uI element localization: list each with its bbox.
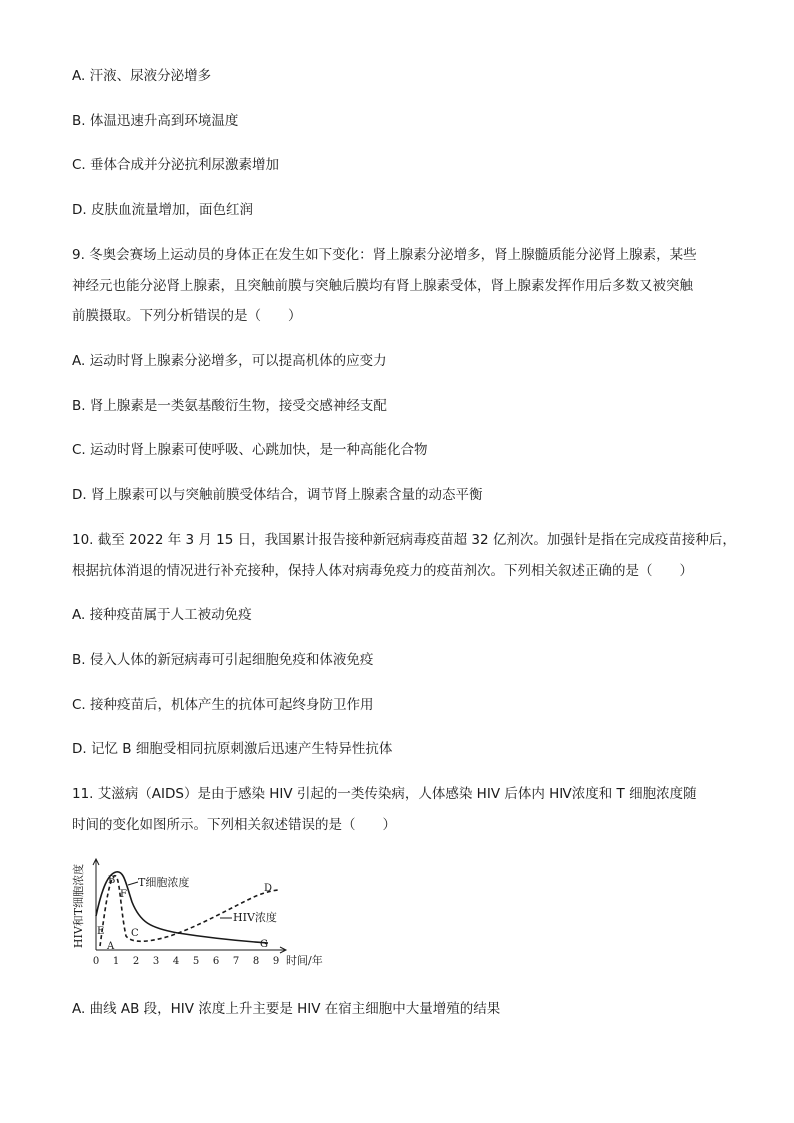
question-9-line-2: 神经元也能分泌肾上腺素，且突触前膜与突触后膜均有肾上腺素受体，肾上腺素发挥作用后多数又被突触 <box>72 278 693 294</box>
figure-ylabel: HIV和T细胞浓度 <box>72 863 85 949</box>
option-8a: A. 汗液、尿液分泌增多 <box>72 68 212 84</box>
option-9b: B. 肾上腺素是一类氨基酸衍生物，接受交感神经支配 <box>72 398 387 414</box>
x-tick: 5 <box>192 956 200 967</box>
point-g: G <box>260 939 268 950</box>
option-8b: B. 体温迅速升高到环境温度 <box>72 113 239 129</box>
x-tick: 1 <box>112 956 120 967</box>
option-9c: C. 运动时肾上腺素可使呼吸、心跳加快，是一种高能化合物 <box>72 442 428 458</box>
x-tick: 2 <box>132 956 140 967</box>
option-11a: A. 曲线 AB 段，HIV 浓度上升主要是 HIV 在宿主细胞中大量增殖的结果 <box>72 1001 501 1017</box>
x-tick-labels <box>93 956 279 967</box>
option-8d: D. 皮肤血流量增加，面色红润 <box>72 202 253 218</box>
x-tick: 8 <box>252 956 260 967</box>
question-9-line-1: 9. 冬奥会赛场上运动员的身体正在发生如下变化：肾上腺素分泌增多，肾上腺髓质能分泌肾上腺素，某些 <box>72 247 697 263</box>
option-9a: A. 运动时肾上腺素分泌增多，可以提高机体的应变力 <box>72 353 387 369</box>
x-tick: 7 <box>232 956 240 967</box>
question-11-line-1: 11. 艾滋病（AIDS）是由于感染 HIV 引起的一类传染病，人体感染 HIV 后体内 HⅣ浓度和 T 细胞浓度随 <box>72 786 697 802</box>
hiv-tcell-figure <box>70 858 340 978</box>
point-b: B <box>108 875 116 886</box>
t-cell-label: T细胞浓度 <box>138 876 190 889</box>
question-10-line-1: 10. 截至 2022 年 3 月 15 日，我国累计报告接种新冠病毒疫苗超 32 亿剂次。加强针是指在完成疫苗接种后， <box>72 532 736 548</box>
x-tick: 6 <box>212 956 220 967</box>
option-10a: A. 接种疫苗属于人工被动免疫 <box>72 607 252 623</box>
option-9d: D. 肾上腺素可以与突触前膜受体结合，调节肾上腺素含量的动态平衡 <box>72 487 483 503</box>
question-10-line-2: 根据抗体消退的情况进行补充接种，保持人体对病毒免疫力的疫苗剂次。下列相关叙述正确的是（ ） <box>72 563 693 579</box>
x-tick: 4 <box>172 956 180 967</box>
option-8c: C. 垂体合成并分泌抗利尿激素增加 <box>72 157 280 173</box>
option-10c: C. 接种疫苗后，机体产生的抗体可起终身防卫作用 <box>72 697 374 713</box>
t-cell-leader <box>128 882 138 885</box>
option-10b: B. 侵入人体的新冠病毒可引起细胞免疫和体液免疫 <box>72 652 374 668</box>
option-10d: D. 记忆 B 细胞受相同抗原刺激后迅速产生特异性抗体 <box>72 741 393 757</box>
x-tick: 0 <box>92 956 100 967</box>
hiv-label: HIV浓度 <box>233 911 277 924</box>
x-tick: 3 <box>152 956 160 967</box>
point-f: F <box>120 889 127 900</box>
point-d: D <box>264 883 273 894</box>
point-c: C <box>131 928 139 939</box>
point-e: E <box>97 926 105 937</box>
point-a: A <box>107 941 115 952</box>
question-11-line-2: 时间的变化如图所示。下列相关叙述错误的是（ ） <box>72 817 396 833</box>
question-9-line-3: 前膜摄取。下列分析错误的是（ ） <box>72 308 302 324</box>
x-tick: 9 <box>272 956 280 967</box>
figure-svg <box>70 858 340 978</box>
figure-xlabel: 时间/年 <box>286 954 323 967</box>
